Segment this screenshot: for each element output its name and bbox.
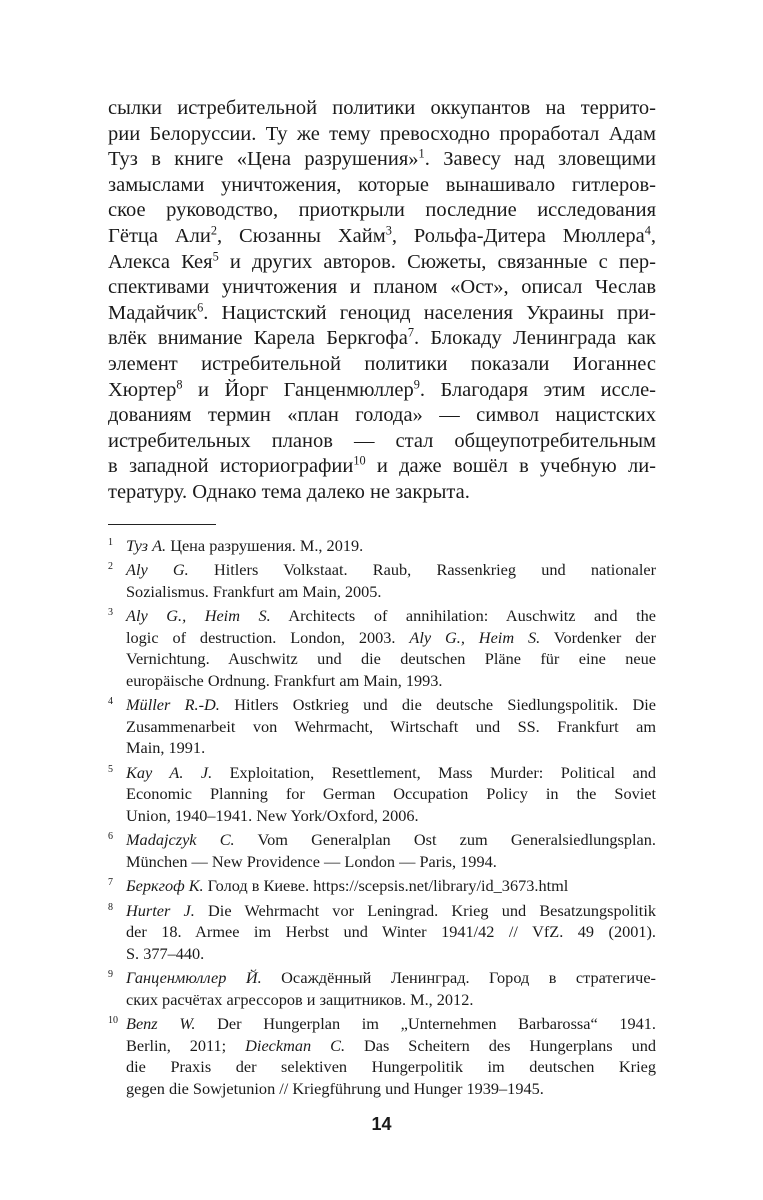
- author-name: Kay A. J.: [126, 762, 213, 782]
- text-run: замыслами уничтожения, которые вынашивало гитлеров-: [108, 173, 656, 196]
- text-run: ское руководство, приоткрыли последние исследования: [108, 199, 656, 222]
- text-run: Vordenker der: [540, 627, 657, 647]
- footnote: [108, 875, 656, 897]
- footnote-number: 5: [108, 763, 113, 775]
- body-line: [108, 96, 656, 122]
- footnote: [108, 694, 656, 759]
- footnote-text: [126, 967, 656, 1010]
- footnote-line: [126, 1013, 656, 1035]
- footnote-ref: 1: [418, 146, 425, 161]
- text-run: Алекса Кея: [108, 250, 213, 273]
- footnote-ref: 9: [413, 377, 420, 392]
- author-name: Ганценмюллер Й.: [126, 968, 262, 987]
- text-run: влёк внимание Карела Беркгофа: [108, 327, 408, 350]
- text-run: der 18. Armee im Herbst und Winter 1941/42 // VfZ. 49 (2001).: [126, 922, 656, 941]
- body-line: [108, 378, 656, 404]
- footnote: [108, 559, 656, 602]
- footnote-number: 1: [108, 536, 113, 548]
- text-run: . Блокаду Ленинграда как: [413, 327, 656, 350]
- text-run: Sozialismus. Frankfurt am Main, 2005.: [126, 581, 382, 601]
- footnote-line: [126, 670, 656, 692]
- footnote-ref: 5: [212, 249, 219, 264]
- footnote-line: [126, 900, 656, 922]
- footnote-ref: 10: [353, 453, 366, 468]
- main-text: [108, 96, 656, 506]
- author-name: Benz W.: [126, 1014, 196, 1033]
- footnote-line: [126, 716, 656, 738]
- footnote: [108, 605, 656, 691]
- text-run: Голод в Киеве. https://scepsis.net/library/id_3673.html: [203, 876, 569, 895]
- page-content: [108, 96, 656, 1102]
- footnote: [108, 967, 656, 1010]
- text-run: и даже вошёл в учебную ли-: [365, 455, 656, 478]
- text-run: спективами уничтожения и планом «Ост», описал Чеслав: [108, 276, 656, 299]
- footnote-text: [126, 829, 656, 872]
- footnote-rule: [108, 524, 216, 525]
- author-name: Беркгоф К.: [126, 876, 204, 895]
- author-name: Dieckman C.: [245, 1035, 346, 1055]
- text-run: . Завесу над зловещими: [424, 148, 656, 171]
- text-run: Architects of annihilation: Auschwitz and the: [270, 606, 657, 625]
- text-run: Туз в книге «Цена разрушения»: [108, 148, 419, 171]
- author-name: Müller R.-D.: [126, 695, 220, 714]
- footnote-line: [126, 921, 656, 943]
- footnote-ref: 3: [385, 223, 392, 238]
- body-line: [108, 224, 656, 250]
- text-run: ских расчётах агрессоров и защитников. М., 2012.: [126, 989, 474, 1009]
- footnote-line: [126, 627, 656, 649]
- author-name: Aly G., Heim S.: [126, 606, 271, 625]
- footnote-line: [126, 783, 656, 805]
- text-run: Мадайчик: [108, 301, 198, 324]
- footnote-line: [126, 805, 656, 827]
- text-run: рии Белоруссии. Ту же тему превосходно проработал Адам: [108, 122, 656, 145]
- text-run: истребительных планов — стал общеупотребительным: [108, 429, 656, 452]
- author-name: Hurter J.: [126, 900, 195, 920]
- text-run: Zusammenarbeit von Wehrmacht, Wirtschaft und SS. Frankfurt am: [126, 716, 656, 736]
- footnote-number: 8: [108, 901, 113, 913]
- footnote: [108, 762, 656, 827]
- footnote-line: [126, 1056, 656, 1078]
- text-run: элемент истребительной политики показали Иоганнес: [108, 352, 656, 375]
- footnote-number: 6: [108, 831, 113, 842]
- footnote-line: [126, 1078, 656, 1100]
- body-line: [108, 480, 656, 506]
- text-run: Economic Planning for German Occupation Policy in the Soviet: [126, 784, 656, 803]
- text-run: Vernichtung. Auschwitz und die deutschen Pläne für eine neue: [126, 649, 656, 668]
- text-run: Цена разрушения. М., 2019.: [166, 535, 364, 555]
- text-run: gegen die Sowjetunion // Kriegführung und Hunger 1939–1945.: [126, 1078, 544, 1098]
- text-run: Хюртер: [108, 378, 177, 401]
- text-run: . Нацистский геноцид населения Украины при-: [203, 301, 656, 324]
- footnote-number: 10: [108, 1015, 118, 1026]
- text-run: и Йорг Ганценмюллер: [182, 378, 414, 401]
- body-line: [108, 275, 656, 301]
- body-line: [108, 352, 656, 378]
- text-run: . Благодаря этим иссле-: [419, 378, 656, 401]
- text-run: Hitlers Ostkrieg und die deutsche Siedlungspolitik. Die: [219, 695, 656, 714]
- author-name: Туз А.: [126, 535, 167, 555]
- text-run: Hitlers Volkstaat. Raub, Rassenkrieg und nationaler: [188, 560, 656, 579]
- text-run: Exploitation, Resettlement, Mass Murder: Political and: [212, 762, 656, 782]
- body-line: [108, 173, 656, 199]
- text-run: Vom Generalplan Ost zum Generalsiedlungsplan.: [234, 830, 656, 849]
- text-run: S. 377–440.: [126, 943, 205, 963]
- footnote-text: [126, 762, 656, 827]
- footnote-line: [126, 559, 656, 581]
- text-run: logic of destruction. London, 2003.: [126, 627, 410, 647]
- footnote-text: [126, 535, 656, 557]
- footnote-line: [126, 737, 656, 759]
- footnote-ref: 2: [210, 223, 218, 238]
- text-run: europäische Ordnung. Frankfurt am Main, 1993.: [126, 670, 443, 690]
- footnote-line: [126, 829, 656, 851]
- text-run: тературу. Однако тема далеко не закрыта.: [108, 480, 470, 503]
- text-run: ,: [650, 224, 656, 247]
- body-line: [108, 301, 656, 327]
- footnote-line: [126, 1035, 656, 1057]
- text-run: Осаждённый Ленинград. Город в стратегиче-: [261, 968, 656, 987]
- author-name: Aly G., Heim S.: [409, 627, 541, 647]
- footnote-line: [126, 581, 656, 603]
- footnote-line: [126, 943, 656, 965]
- footnote-line: [126, 535, 656, 557]
- footnote: [108, 900, 656, 965]
- footnote-ref: 7: [407, 325, 414, 340]
- footnote: [108, 1013, 656, 1099]
- body-line: [108, 429, 656, 455]
- footnote-ref: 8: [176, 377, 183, 392]
- footnote-line: [126, 605, 656, 627]
- footnote-line: [126, 851, 656, 873]
- text-run: сылки истребительной политики оккупантов на террито-: [108, 97, 656, 119]
- body-line: [108, 122, 656, 148]
- footnote-line: [126, 694, 656, 716]
- footnote-number: 7: [108, 877, 113, 888]
- text-run: Berlin, 2011;: [126, 1035, 246, 1055]
- footnote-number: 3: [108, 607, 113, 618]
- body-line: [108, 198, 656, 224]
- text-run: , Сюзанны Хайм: [217, 224, 386, 247]
- footnote-ref: 6: [197, 300, 204, 315]
- footnote-line: [126, 875, 656, 897]
- text-run: и других авторов. Сюжеты, связанные с пер-: [218, 250, 656, 273]
- text-run: Гётца Али: [108, 224, 211, 247]
- footnote-line: [126, 762, 656, 784]
- footnote-number: 2: [108, 561, 113, 572]
- text-run: Union, 1940–1941. New York/Oxford, 2006.: [126, 805, 419, 825]
- text-run: München — New Providence — London — Paris, 1994.: [126, 851, 497, 871]
- page-number: 14: [371, 1114, 392, 1134]
- text-run: Main, 1991.: [126, 738, 206, 757]
- text-run: в западной историографии: [108, 455, 354, 478]
- footnote-number: 9: [108, 969, 113, 980]
- footnote-text: [126, 875, 656, 897]
- body-line: [108, 326, 656, 352]
- footnote-text: [126, 605, 656, 691]
- footnote: [108, 829, 656, 872]
- body-line: [108, 403, 656, 429]
- footnote-number: 4: [108, 696, 113, 707]
- body-line: [108, 454, 656, 480]
- body-line: [108, 147, 656, 173]
- footnote-text: [126, 694, 656, 759]
- body-line: [108, 250, 656, 276]
- footnote-text: [126, 559, 656, 602]
- footnote-ref: 4: [644, 223, 651, 238]
- text-run: Das Scheitern des Hungerplans und: [345, 1035, 656, 1055]
- author-name: Aly G.: [126, 560, 189, 579]
- footnote-text: [126, 900, 656, 965]
- text-run: die Praxis der selektiven Hungerpolitik im deutschen Krieg: [126, 1057, 656, 1076]
- footnote-line: [126, 967, 656, 989]
- text-run: Die Wehrmacht vor Leningrad. Krieg und Besatzungspolitik: [194, 900, 656, 920]
- footnote-text: [126, 1013, 656, 1099]
- author-name: Madajczyk C.: [126, 830, 235, 849]
- footnotes: [108, 535, 656, 1100]
- text-run: дованиям термин «план голода» — символ нацистских: [108, 404, 656, 427]
- text-run: Der Hungerplan im „Unternehmen Barbarossa“ 1941.: [195, 1014, 657, 1033]
- footnote: [108, 535, 656, 557]
- footnote-line: [126, 989, 656, 1011]
- text-run: , Рольфа-Дитера Мюллера: [391, 224, 645, 247]
- footnote-line: [126, 648, 656, 670]
